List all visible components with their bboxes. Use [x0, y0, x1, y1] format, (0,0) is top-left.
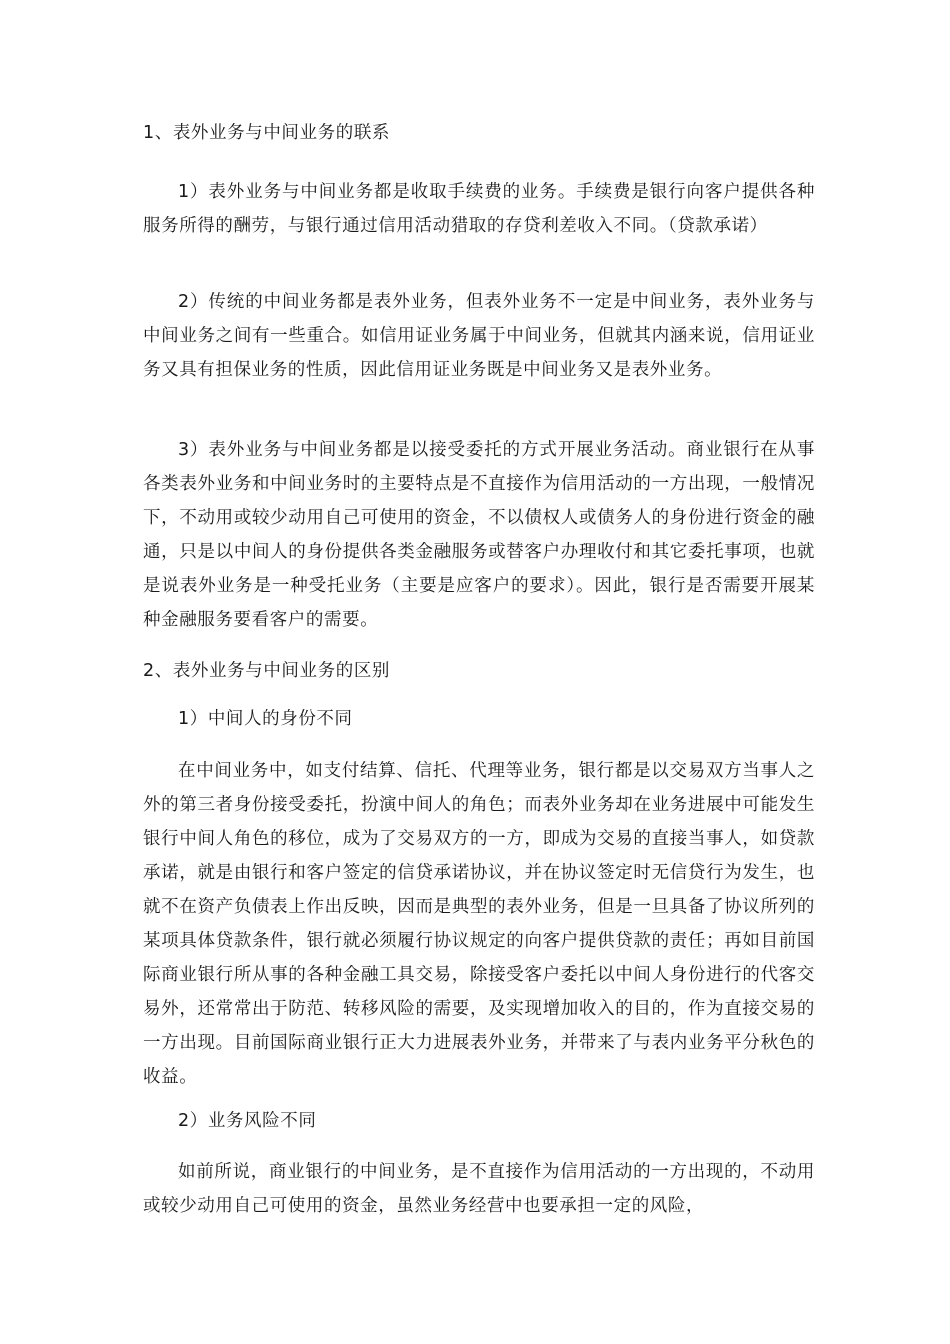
section-heading-2: 2、表外业务与中间业务的区别 [143, 661, 391, 681]
paragraph-5: 如前所说，商业银行的中间业务，是不直接作为信用活动的一方出现的，不动用或较少动用自己可使用的资金，虽然业务经营中也要承担一定的风险， [143, 1162, 815, 1216]
paragraph-1: 1）表外业务与中间业务都是收取手续费的业务。手续费是银行向客户提供各种服务所得的酬劳，与银行通过信用活动猎取的存贷利差收入不同。（贷款承诺） [143, 182, 815, 236]
section-heading-1: 1、表外业务与中间业务的联系 [143, 123, 391, 143]
subheading-1: 1）中间人的身份不同 [178, 709, 353, 729]
paragraph-3: 3）表外业务与中间业务都是以接受委托的方式开展业务活动。商业银行在从事各类表外业务和中间业务时的主要特点是不直接作为信用活动的一方出现，一般情况下，不动用或较少动用自己可使用的资金，不以债权人或债务人的身份进行资金的融通，只是以中间人的身份提供各类金融服务或替客户办理收付和其它委托事项，也就是说表外业务是一种受托业务（主要是应客户的要求）。因此，银行是否需要开展某种金融服务要看客户的需要。 [143, 440, 815, 630]
paragraph-2: 2）传统的中间业务都是表外业务，但表外业务不一定是中间业务，表外业务与中间业务之间有一些重合。如信用证业务属于中间业务，但就其内涵来说，信用证业务又具有担保业务的性质，因此信用证业务既是中间业务又是表外业务。 [143, 292, 815, 380]
subheading-2: 2）业务风险不同 [178, 1111, 317, 1131]
paragraph-4: 在中间业务中，如支付结算、信托、代理等业务，银行都是以交易双方当事人之外的第三者身份接受委托，扮演中间人的角色；而表外业务却在业务进展中可能发生银行中间人角色的移位，成为了交易双方的一方，即成为交易的直接当事人，如贷款承诺，就是由银行和客户签定的信贷承诺协议，并在协议签定时无信贷行为发生，也就不在资产负债表上作出反映，因而是典型的表外业务，但是一旦具备了协议所列的某项具体贷款条件，银行就必须履行协议规定的向客户提供贷款的责任；再如目前国际商业银行所从事的各种金融工具交易，除接受客户委托以中间人身份进行的代客交易外，还常常出于防范、转移风险的需要，及实现增加收入的目的，作为直接交易的一方出现。目前国际商业银行正大力进展表外业务，并带来了与表内业务平分秋色的收益。 [143, 761, 815, 1087]
